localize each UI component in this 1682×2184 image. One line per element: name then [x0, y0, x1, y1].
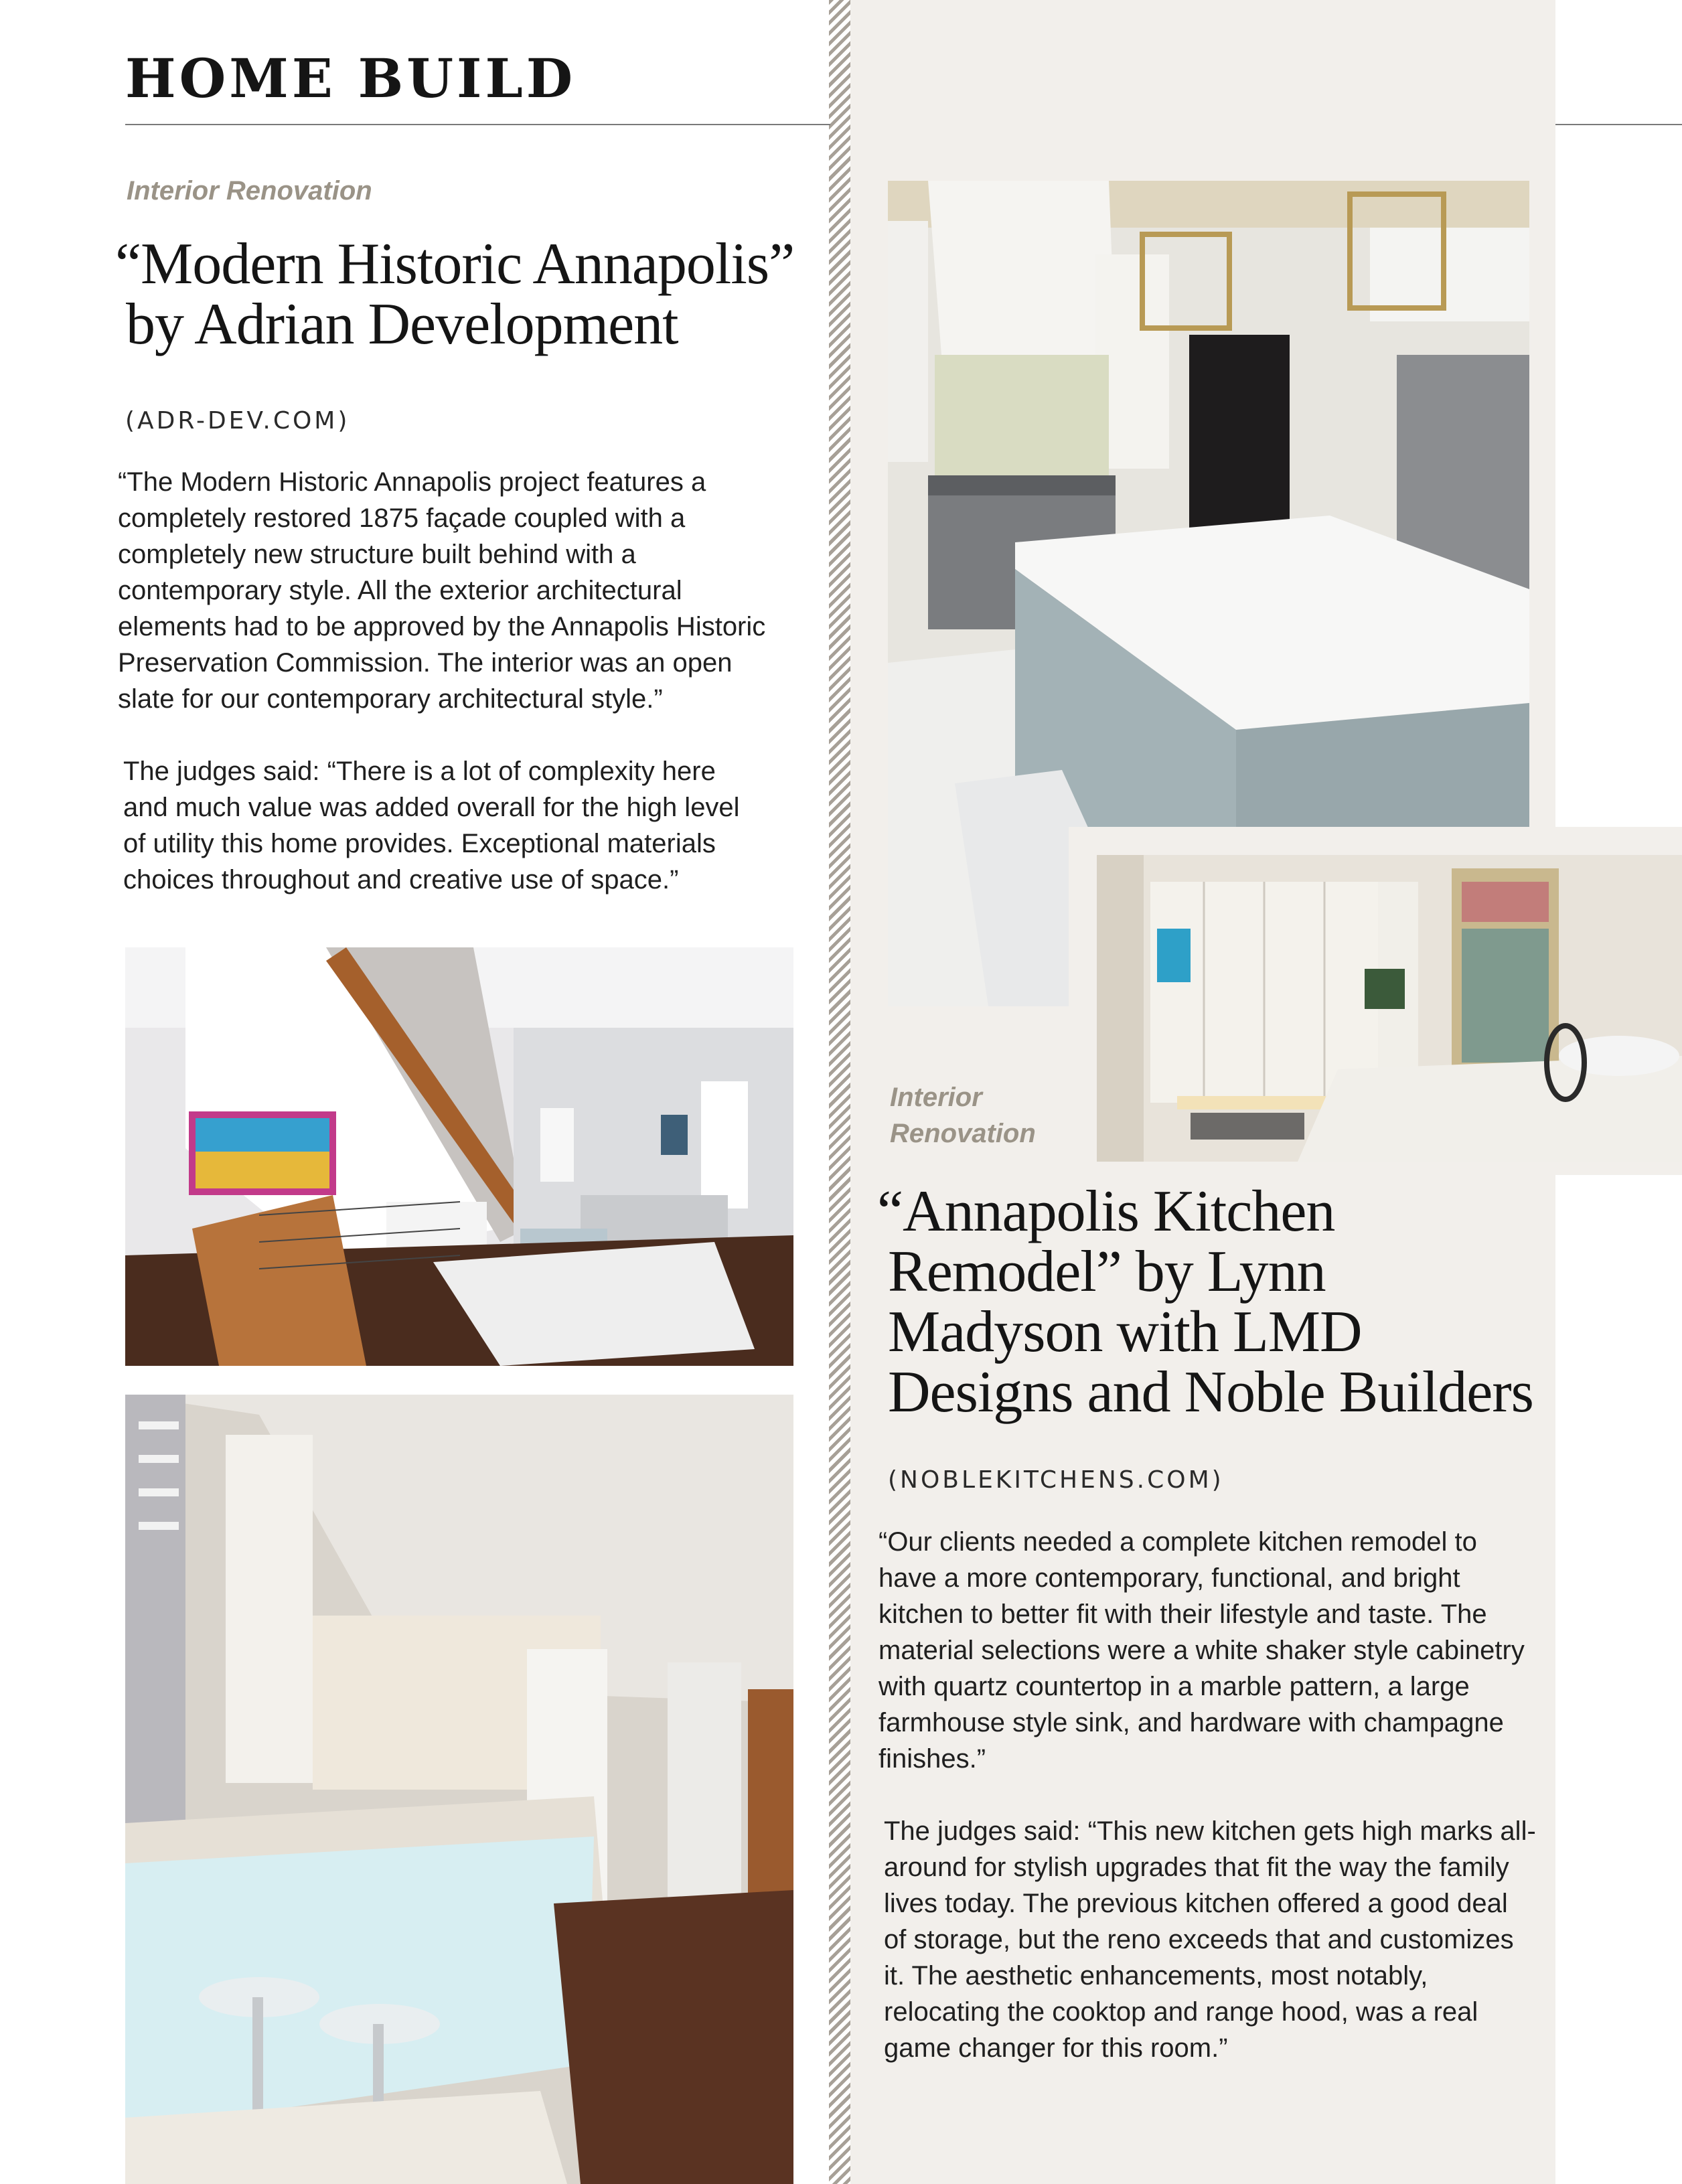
modern-kitchen-photo — [125, 1395, 793, 2184]
living-room-illustration — [125, 947, 793, 1366]
article2-quote: “Our clients needed a complete kitchen remodel to have a more contemporary, functional, and bright kitchen to better fit with their lifestyle and taste. The material selections were a white shaker style cabinetry with quartz countertop in a marble pattern, a large farmhouse style sink, and hardware with champagne finishes.” — [878, 1527, 1525, 1774]
article2-body — [878, 1524, 1536, 2066]
article2-headline-line1: “Annapolis Kitchen — [877, 1179, 1335, 1244]
article2-headline — [877, 1179, 1547, 1425]
modern-kitchen-illustration — [125, 1395, 793, 2184]
living-room-photo — [125, 947, 793, 1366]
article2-judges: The judges said: “This new kitchen gets high marks all-around for stylish upgrades that fit the way the family lives today. The previous kitchen offered a good deal of storage, but the reno exceeds that and customizes it. The aesthetic enhancements, most notably, relocating the cooktop and range hood, was a real game changer for this room.” — [884, 1816, 1536, 2063]
article1-kicker: Interior Renovation — [127, 176, 372, 206]
header-rule-right — [1555, 124, 1682, 125]
article1-headline-line2: by Adrian Development — [126, 292, 678, 357]
article2-headline-line2: Remodel” by Lynn — [888, 1239, 1326, 1304]
article1-headline-line1: “Modern Historic Annapolis” — [115, 232, 795, 297]
article2-headline-line3: Madyson with LMD — [888, 1300, 1362, 1364]
article1-body — [118, 464, 767, 898]
article2-headline-line4: Designs and Noble Builders — [888, 1360, 1533, 1425]
section-title: HOME BUILD — [125, 47, 577, 110]
article1-url: (ADR-DEV.COM) — [125, 407, 350, 435]
diagonal-divider — [829, 0, 850, 2184]
article1-quote: “The Modern Historic Annapolis project features a completely restored 1875 façade coupled with a completely new structure built behind with a contemporary style. All the exterior architectural elements had to be approved by the Annapolis Historic Preservation Commission. The interior was an open slate for our contemporary architectural style.” — [118, 467, 766, 714]
header-rule — [125, 124, 830, 125]
article2-kicker-line1: Interior — [890, 1083, 982, 1112]
pantry-photo — [1097, 855, 1682, 1162]
article2-kicker — [890, 1079, 1036, 1152]
article1-judges: The judges said: “There is a lot of complexity here and much value was added overall for the high level of utility this home provides. Exceptional materials choices throughout and creative use of space.” — [123, 757, 740, 894]
article1-headline — [115, 234, 825, 355]
article2-kicker-line2: Renovation — [890, 1119, 1036, 1148]
pantry-illustration — [1097, 855, 1682, 1162]
article2-url: (NOBLEKITCHENS.COM) — [888, 1466, 1224, 1494]
